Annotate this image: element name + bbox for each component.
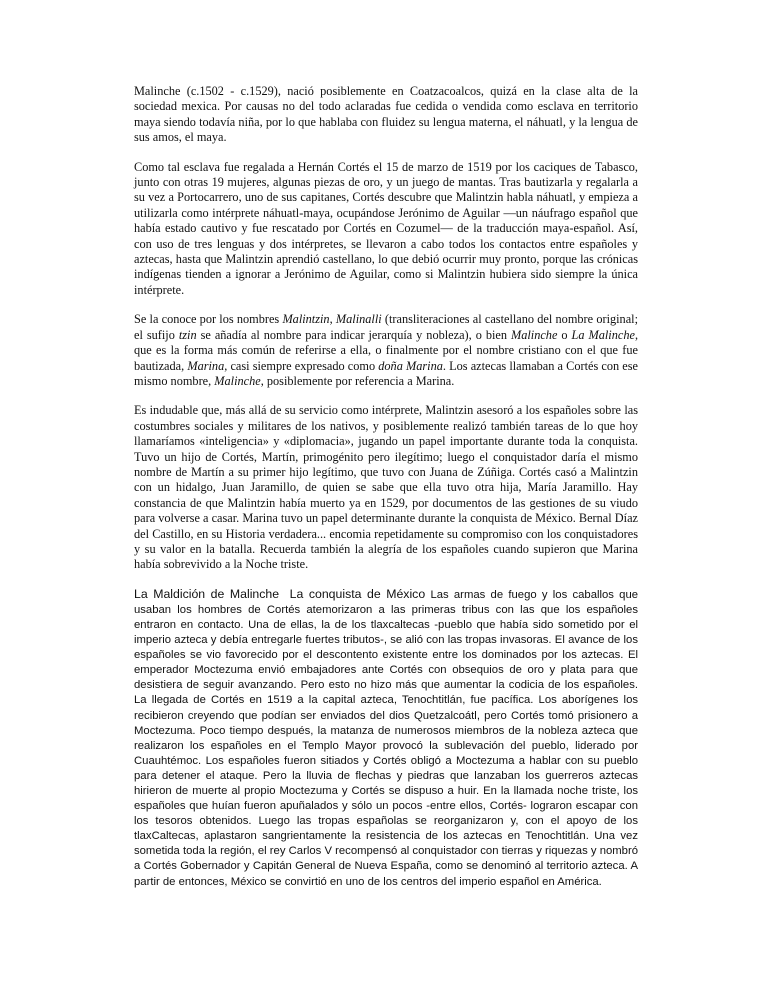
names-text-3: (transliteraciones al castellano del nombre original; el sufijo [134,312,638,342]
section-body: Las armas de fuego y los caballos que usaban los hombres de Cortés atemorizaron a las primeras tribus con las que los españoles entraron en contacto. Una de ellas, la de los tlaxcaltecas -pueblo que había sido sometido por el imperio azteca y debía entregarle fuertes tributos-, se alió con las tropas invasoras. El avance de los españoles se vio favorecido por el descontento existente entre los dominados por los aztecas. El emperador Moctezuma envió embajadores ante Cortés con obsequios de oro y plata para que desistiera de seguir avanzando. Pero esto no hizo más que aumentar la codicia de los españoles. La llegada de Cortés en 1519 a la capital azteca, Tenochtitlán, fue pacífica. Los aborígenes los recibieron creyendo que podían ser enviados del dios Quetzalcoátl, pero Cortés tomó prisionero a Moctezuma. Poco tiempo después, la matanza de numerosos miembros de la nobleza azteca que realizaron los españoles en el Templo Mayor provocó la sublevación del pueblo, liderado por Cuauhtémoc. Los españoles fueron sitiados y Cortés obligó a Moctezuma a hablar con su pueblo para detener el ataque. Pero la lluvia de flechas y piedras que lanzaban los guerreros aztecas hirieron de muerte al propio Moctezuma y Cortés se dispuso a huir. En la llamada noche triste, los españoles que huían fueron apuñalados y sólo un pocos -entre ellos, Cortés- lograron escapar con los tesoros obtenidos. Luego las tropas españolas se reorganizaron y, con el apoyo de los tlaxCaltecas, aplastaron sangrientamente la resistencia de los aztecas en Tenochtitlán. Una vez sometida toda la región, el rey Carlos V recompensó al conquistador con tierras y riquezas y nombró a Cortés Gobernador y Capitán General de Nueva España, como se denominó al territorio azteca. A partir de entonces, México se convirtió en uno de los centros del imperio español en América. [134,588,639,888]
paragraph-names [134,312,638,389]
names-text-4: se añadía al nombre para indicar jerarquía y nobleza), o bien [196,327,511,342]
names-text-1: Se la conoce por los nombres [134,312,283,327]
section-conquista [134,587,638,890]
name-malinche: Malinche [510,327,558,342]
name-marina: Marina [187,358,225,373]
paragraph-role: Es indudable que, más allá de su servicio como intérprete, Malintzin asesoró a los españoles sobre las costumbres sociales y militares de los nativos, y posiblemente realizó también tareas de lo que hoy llamaríamos «inteligencia» y «diplomacia», jugando un papel importante durante toda la conquista. Tuvo un hijo de Cortés, Martín, primogénito pero ilegítimo; luego el conquistador daría el mismo nombre de Martín a su primer hijo legítimo, que tuvo con Juana de Zúñiga. Cortés casó a Malintzin con un hidalgo, Juan Jaramillo, de quien se sabe que ella tuvo otra hija, María Jaramillo. Hay constancia de que Malintzin había muerto ya en 1529, por documentos de las gestiones de su viudo para volverse a casar. Marina tuvo un papel determinante durante la conquista de México. Bernal Díaz del Castillo, en su Historia verdadera... encomia repetidamente su compromiso con los conquistadores y su valor en la batalla. Recuerda también la alegría de los españoles cuando supieron que Marina había sobrevivido a la Noche triste. [134,403,638,572]
name-dona-marina: doña Marina [378,358,443,373]
name-la-malinche: La Malinche [571,327,635,342]
document-page [134,84,638,890]
paragraph-intro: Malinche (c.1502 - c.1529), nació posiblemente en Coatzacoalcos, quizá en la clase alta de la sociedad mexica. Por causas no del todo aclaradas fue cedida o vendida como esclava en territorio maya siendo todavía niña, por lo que hablaba con fluidez su lengua materna, el náhuatl, y la lengua de sus amos, el maya. [134,84,638,145]
names-text-8: . Los aztecas llamaban a Cortés con ese mismo nombre, [134,358,638,388]
name-malintzin: Malintzin [282,312,330,327]
names-text-9: , posiblemente por referencia a Marina. [260,373,455,388]
names-text-7: , casi siempre expresado como [224,358,379,373]
names-text-6: , que es la forma más común de referirse a ella, o finalmente por el nombre cristiano con el que fue bautizada, [134,327,639,373]
paragraph-slavery: Como tal esclava fue regalada a Hernán Cortés el 15 de marzo de 1519 por los caciques de Tabasco, junto con otras 19 mujeres, algunas piezas de oro, y un juego de mantas. Tras bautizarla y regalarla a su vez a Portocarrero, uno de sus capitanes, Cortés descubre que Malintzin habla náhuatl, y empieza a utilizarla como intérprete náhuatl-maya, ocupándose Jerónimo de Aguilar —un náufrago español que había estado cautivo y fue rescatado por Cortés en Cozumel— de la traducción maya-español. Así, con uso de tres lenguas y dos intérpretes, se llevaron a cabo todos los contactos entre españoles y aztecas, hasta que Malintzin aprendió castellano, lo que debió ocurrir muy pronto, porque las crónicas indígenas tienden a ignorar a Jerónimo de Aguilar, como si Malintzin hubiera sido siempre la única intérprete. [134,159,638,297]
section-heading-conquista: La conquista de México [289,586,426,601]
name-malinalli: Malinalli [335,312,382,327]
names-text-2: , [329,312,336,327]
section-heading-maldicion: La Maldición de Malinche [134,586,280,601]
suffix-tzin: tzin [178,327,197,342]
names-text-5: o [557,327,572,342]
name-malinche-cortes: Malinche [214,373,261,388]
